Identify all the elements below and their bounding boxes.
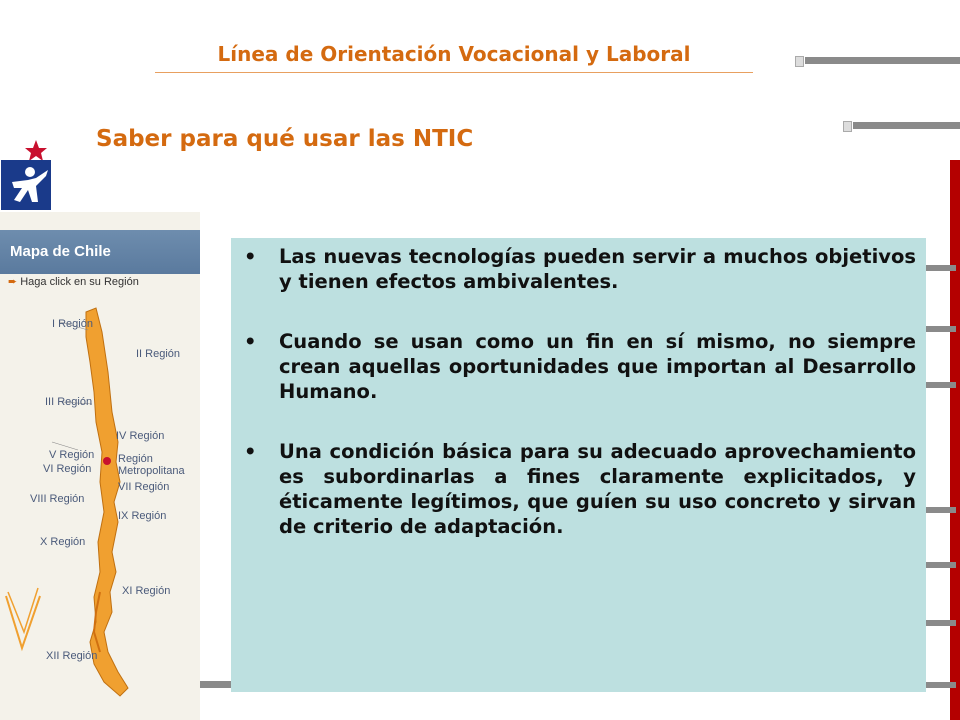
bullet-item: • Cuando se usan como un fin en sí mismo, no siempre crean aquellas oportunidades que importan al Desarrollo Humano. <box>279 329 916 404</box>
region-label[interactable]: XII Región <box>46 650 98 662</box>
region-label[interactable]: IX Región <box>118 510 167 522</box>
decor-bar <box>805 57 960 64</box>
decor-bar <box>853 122 960 129</box>
region-label[interactable]: VII Región <box>118 481 170 493</box>
region-label[interactable]: II Región <box>136 348 181 360</box>
arrow-right-icon: ➨ <box>8 276 18 288</box>
region-label[interactable]: XI Región <box>122 585 171 597</box>
region-label[interactable]: Región <box>118 453 153 465</box>
decor-marker <box>795 56 804 67</box>
region-label[interactable]: Metropolitana <box>118 465 185 477</box>
map-instruction-text: Haga click en su Región <box>20 276 139 288</box>
map-title: Mapa de Chile <box>10 243 111 260</box>
region-label[interactable]: I Región <box>52 318 93 330</box>
region-label[interactable]: V Región <box>49 449 95 461</box>
decor-tick <box>926 382 956 388</box>
decor-bar <box>200 681 231 688</box>
header-divider <box>155 72 753 73</box>
bullet-list <box>231 244 926 539</box>
decor-tick <box>926 620 956 626</box>
region-label[interactable]: X Región <box>40 536 86 548</box>
content-box <box>231 238 926 692</box>
header-title: Línea de Orientación Vocacional y Laboral <box>217 42 691 66</box>
slide-title: Saber para qué usar las NTIC <box>96 126 474 152</box>
region-label[interactable]: VI Región <box>43 463 92 475</box>
region-label[interactable]: III Región <box>45 396 93 408</box>
decor-tick <box>926 682 956 688</box>
decor-tick <box>926 562 956 568</box>
decor-tick <box>926 265 956 271</box>
decor-tick <box>926 507 956 513</box>
logo-icon <box>0 140 56 212</box>
accent-bar <box>950 160 960 720</box>
bullet-item: • Una condición básica para su adecuado aprovechamiento es subordinarlas a fines claramente explicitados, y éticamente legítimos, que guíen su uso concreto y sirvan de criterio de adaptación. <box>279 439 916 539</box>
chile-map-panel[interactable] <box>0 212 200 720</box>
decor-tick <box>926 326 956 332</box>
region-label[interactable]: IV Región <box>116 430 165 442</box>
decor-marker <box>843 121 852 132</box>
bullet-item: • Las nuevas tecnologías pueden servir a muchos objetivos y tienen efectos ambivalentes. <box>279 244 916 294</box>
region-label[interactable]: VIII Región <box>30 493 85 505</box>
